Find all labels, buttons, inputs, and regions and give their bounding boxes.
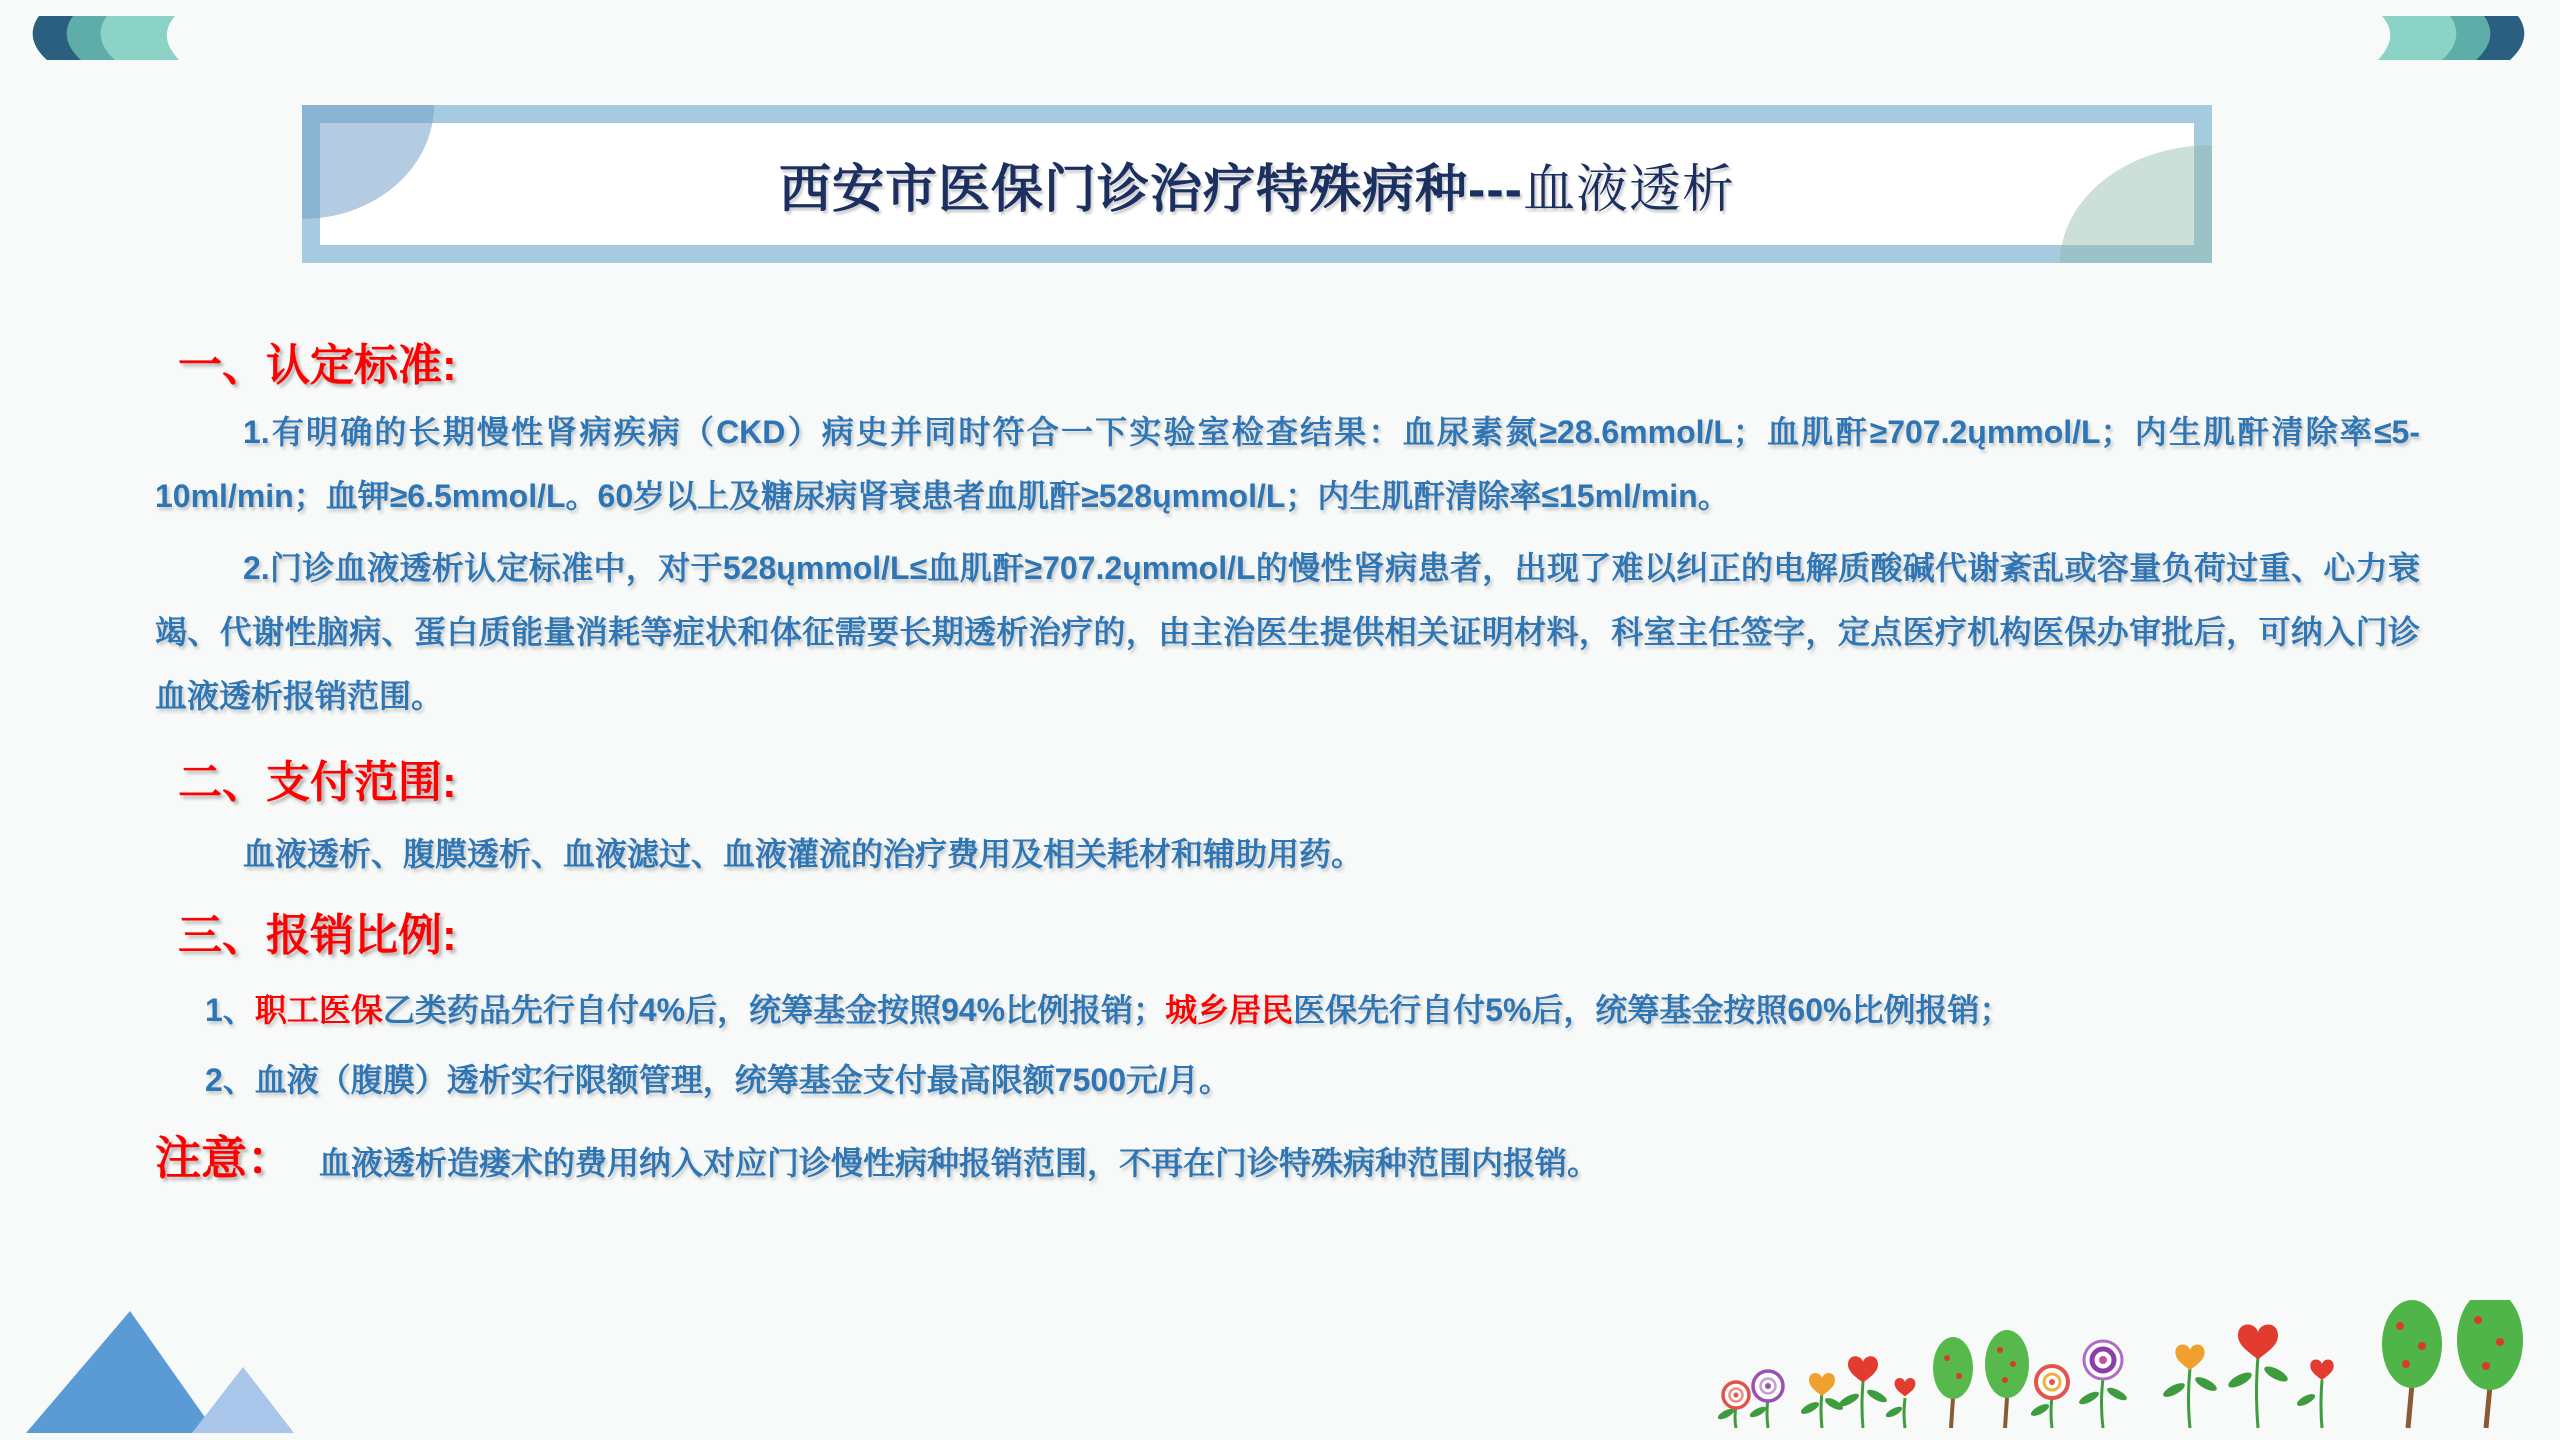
page-title-suffix: 血液透析 [1522, 160, 1735, 219]
page-title [302, 105, 2212, 263]
page-title-main: 西安市医保门诊治疗特殊病种--- [779, 160, 1523, 219]
title-box [302, 105, 2212, 263]
swoosh-ribbon-icon [2342, 16, 2532, 60]
reimbursement-item-1: 1、职工医保乙类药品先行自付4%后，统筹基金按照94%比例报销；城乡居民医保先行自付5%后，统筹基金按照60%比例报销； [205, 992, 2012, 1028]
reimbursement-item-2: 2、血液（腹膜）透析实行限额管理，统筹基金支付最高限额7500元/月。 [205, 1062, 1231, 1098]
note-text: 血液透析造瘘术的费用纳入对应门诊慢性病种报销范围，不再在门诊特殊病种范围内报销。 [319, 1145, 1600, 1181]
section-heading-reimbursement-ratio: 三、报销比例: [178, 911, 457, 960]
paragraph-criteria-2: 2.门诊血液透析认定标准中，对于528ųmmol/L≤血肌酐≥707.2ųmmol/L的慢性肾病患者，出现了难以纠正的电解质酸碱代谢紊乱或容量负荷过重、心力衰竭、代谢性脑病、蛋白质能量消耗等症状和体征需要长期透析治疗的，由主治医生提供相关证明材料，科室主任签字，定点医疗机构医保办审批后，可纳入门诊血液透析报销范围。 [155, 550, 2420, 714]
section-heading-payment-scope: 二、支付范围: [178, 758, 457, 807]
swoosh-ribbon-icon [25, 16, 215, 60]
flowers-and-trees-icon [1700, 1300, 2560, 1440]
mountains-icon [20, 1305, 305, 1435]
paragraph-criteria-1: 1.有明确的长期慢性肾病疾病（CKD）病史并同时符合一下实验室检查结果：血尿素氮≥28.6mmol/L；血肌酐≥707.2ųmmol/L；内生肌酐清除率≤5-10ml/min；血钾≥6.5mmol/L。60岁以上及糖尿病肾衰患者血肌酐≥528ųmmol/L；内生肌酐清除率≤15ml/min。 [155, 414, 2420, 514]
note-line [155, 1122, 2455, 1195]
note-label: 注意： [155, 1132, 293, 1184]
paragraph-payment-scope: 血液透析、腹膜透析、血液滤过、血液灌流的治疗费用及相关耗材和辅助用药。 [243, 836, 1364, 872]
section-heading-recognition-criteria: 一、认定标准: [178, 341, 457, 390]
